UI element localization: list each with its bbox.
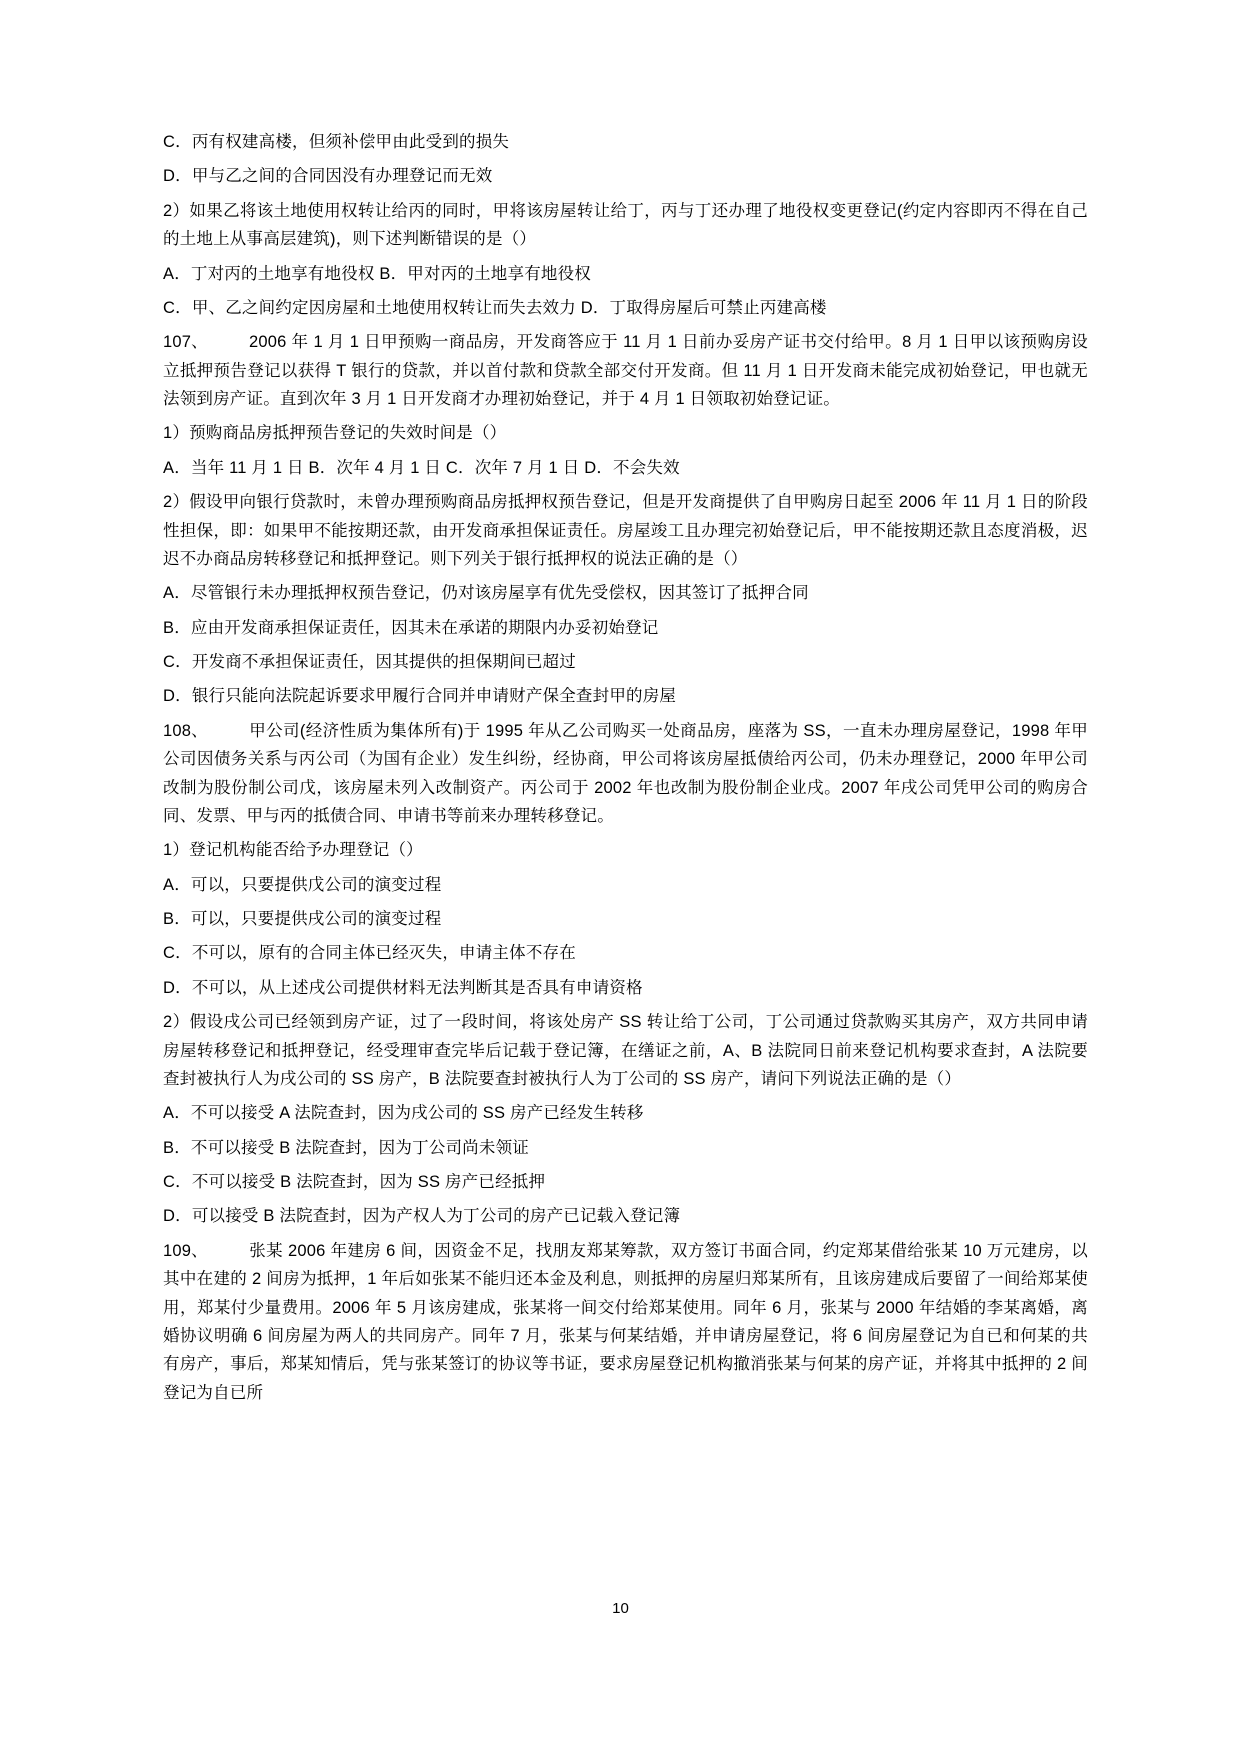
paragraph-108-sub1-option-c: C．不可以，原有的合同主体已经灭失，申请主体不存在 bbox=[163, 944, 576, 963]
document-body bbox=[163, 128, 1088, 1413]
question-108 bbox=[163, 717, 1088, 831]
paragraph-107-sub1-options: A．当年 11 月 1 日 B．次年 4 月 1 日 C．次年 7 月 1 日 D．不会失效 bbox=[163, 458, 680, 477]
question-107 bbox=[163, 328, 1088, 413]
paragraph-options-ab: A．丁对丙的土地享有地役权 B．甲对丙的土地享有地役权 bbox=[163, 264, 591, 283]
paragraph-108-sub1: 1）登记机构能否给予办理登记（） bbox=[163, 841, 423, 860]
paragraph-108-sub2-option-a: A．不可以接受 A 法院查封，因为戌公司的 SS 房产已经发生转移 bbox=[163, 1104, 644, 1123]
paragraph-108-sub1-option-b: B．可以，只要提供戌公司的演变过程 bbox=[163, 910, 442, 928]
paragraph-option-c-1: C．丙有权建高楼，但须补偿甲由此受到的损失 bbox=[163, 133, 510, 151]
paragraph-107-sub2-option-c: C．开发商不承担保证责任，因其提供的担保期间已超过 bbox=[163, 653, 576, 671]
question-number-107: 107、 bbox=[163, 333, 208, 352]
paragraph-107-sub1: 1）预购商品房抵押预告登记的失效时间是（） bbox=[163, 424, 507, 443]
paragraph-options-cd: C．甲、乙之间约定因房屋和土地使用权转让而失去效力 D．丁取得房屋后可禁止丙建高楼 bbox=[163, 298, 827, 317]
paragraph-108-sub1-option-d: D．不可以，从上述戌公司提供材料无法判断其是否具有申请资格 bbox=[163, 978, 643, 997]
paragraph-107-sub2-option-b: B．应由开发商承担保证责任，因其未在承诺的期限内办妥初始登记 bbox=[163, 618, 659, 637]
paragraph-option-d-1: D．甲与乙之间的合同因没有办理登记而无效 bbox=[163, 167, 493, 186]
question-109 bbox=[163, 1237, 1088, 1407]
page-number: 10 bbox=[612, 1600, 629, 1617]
question-number-108: 108、 bbox=[163, 721, 208, 740]
paragraph-108-sub2-option-b: B．不可以接受 B 法院查封，因为丁公司尚未领证 bbox=[163, 1138, 529, 1157]
paragraph-107-sub2-option-a: A．尽管银行未办理抵押权预告登记，仍对该房屋享有优先受偿权，因其签订了抵押合同 bbox=[163, 584, 809, 603]
paragraph-107-sub2: 2）假设甲向银行贷款时，未曾办理预购商品房抵押权预告登记，但是开发商提供了自甲购房日起至 2006 年 11 月 1 日的阶段性担保，即：如果甲不能按期还款，由开发商承担保证责任。房屋竣工且办理完初始登记后，甲不能按期还款且态度消极，迟迟不办商品房转移登记和抵押登记。则下列关于银行抵押权的说法正确的是（） bbox=[163, 493, 1088, 568]
question-108-text: 甲公司(经济性质为集体所有)于 1995 年从乙公司购买一处商品房，座落为 SS，一直未办理房屋登记，1998 年甲公司因债务关系与丙公司（为国有企业）发生纠纷，经协商，甲公司将该房屋抵债给丙公司，仍未办理登记，2000 年甲公司改制为股份制公司戊，该房屋未列入改制资产。丙公司于 2002 年也改制为股份制企业戌。2007 年戌公司凭甲公司的购房合同、发票、甲与丙的抵债合同、申请书等前来办理转移登记。 bbox=[163, 721, 1088, 825]
question-109-text: 张某 2006 年建房 6 间，因资金不足，找朋友郑某筹款，双方签订书面合同，约定郑某借给张某 10 万元建房，以其中在建的 2 间房为抵押，1 年后如张某不能归还本金及利息，则抵押的房屋归郑某所有，且该房建成后要留了一间给郑某使用，郑某付少量费用。2006 年 5 月该房建成，张某将一间交付给郑某使用。同年 6 月，张某与 2000 年结婚的李某离婚，离婚协议明确 6 间房屋为两人的共同房产。同年 7 月，张某与何某结婚，并申请房屋登记，将 6 间房屋登记为自已和何某的共有房产，事后，郑某知情后，凭与张某签订的协议等书证，要求房屋登记机构撤消张某与何某的房产证，并将其中抵押的 2 间登记为自已所 bbox=[163, 1241, 1088, 1402]
question-number-109: 109、 bbox=[163, 1241, 208, 1260]
question-107-text: 2006 年 1 月 1 日甲预购一商品房，开发商答应于 11 月 1 日前办妥房产证书交付给甲。8 月 1 日甲以该预购房设立抵押预告登记以获得 T 银行的贷款，并以首付款和贷款全部交付开发商。但 11 月 1 日开发商未能完成初始登记，甲也就无法领到房产证。直到次年 3 月 1 日开发商才办理初始登记，并于 4 月 1 日领取初始登记证。 bbox=[163, 333, 1088, 408]
paragraph-108-sub2: 2）假设戌公司已经领到房产证，过了一段时间，将该处房产 SS 转让给丁公司，丁公司通过贷款购买其房产，双方共同申请房屋转移登记和抵押登记，经受理审查完毕后记载于登记簿，在缮证之前，A、B 法院同日前来登记机构要求查封，A 法院要查封被执行人为戌公司的 SS 房产，B 法院要查封被执行人为丁公司的 SS 房产，请问下列说法正确的是（） bbox=[163, 1013, 1088, 1088]
paragraph-108-sub2-option-c: C．不可以接受 B 法院查封，因为 SS 房产已经抵押 bbox=[163, 1173, 546, 1191]
paragraph-108-sub1-option-a: A．可以，只要提供戊公司的演变过程 bbox=[163, 875, 442, 894]
paragraph-108-sub2-option-d: D．可以接受 B 法院查封，因为产权人为丁公司的房产已记载入登记簿 bbox=[163, 1207, 681, 1226]
paragraph-107-sub2-option-d: D．银行只能向法院起诉要求甲履行合同并申请财产保全查封甲的房屋 bbox=[163, 687, 677, 706]
paragraph-subquestion-2: 2）如果乙将该土地使用权转让给丙的同时，甲将该房屋转让给丁，丙与丁还办理了地役权变更登记(约定内容即丙不得在自己的土地上从事高层建筑)，则下述判断错误的是（） bbox=[163, 201, 1088, 249]
